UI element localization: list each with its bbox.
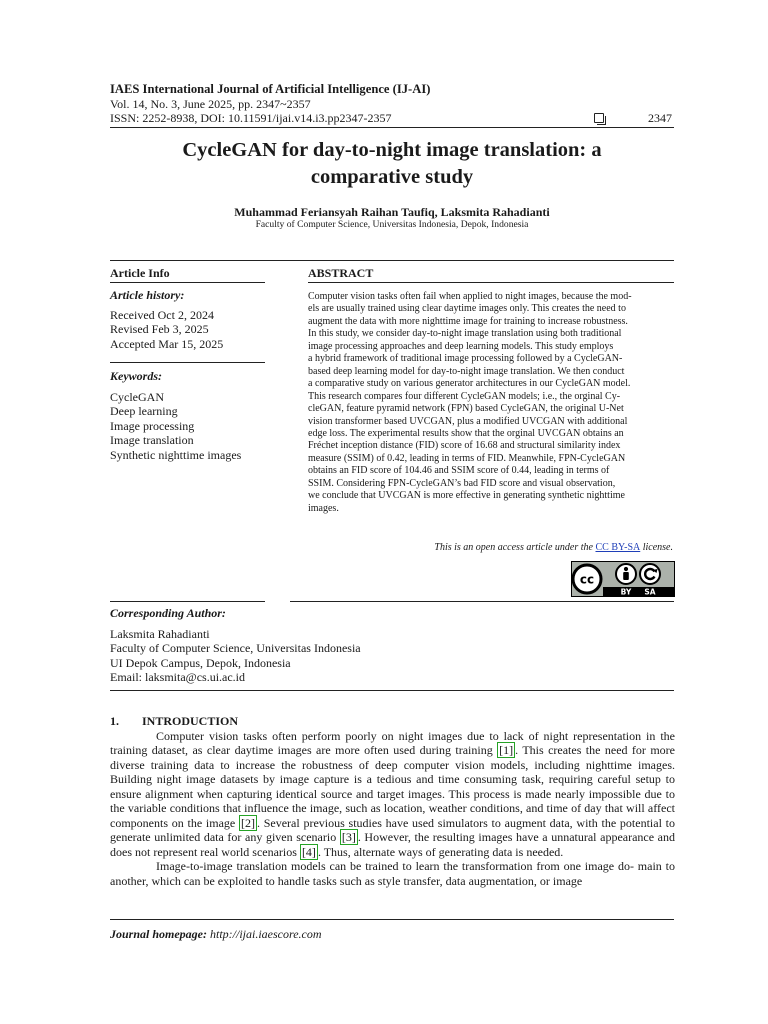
title-line-1: CycleGAN for day-to-night image translation: a [182,139,602,161]
text-run: . Several previous studies have used simulators to augment data, with the potential to generate unlimited data for any given scenario [110,815,675,845]
citation-link[interactable]: [4] [301,844,316,859]
keyword-item: Image processing [110,419,195,433]
keywords-rule [110,362,265,363]
citation-link[interactable]: [1] [499,743,514,758]
corresponding-affiliation: Faculty of Computer Science, Universitas Indonesia [110,641,361,655]
text-run: . However, the resulting images have a unnatural appearance and does not represent real world scenarios [110,830,676,859]
corresponding-name: Laksmita Rahadianti [110,627,210,641]
abstract-line: SSIM. Considering FPN-CycleGAN’s bad FID score and visual observation, [308,477,616,489]
abstract-line: els are usually trained using clear daytime images only. This creates the need to [308,303,626,315]
abstract-line: a hybrid framework of traditional image processing followed by a CycleGAN- [308,353,623,365]
abstract-line: Fréchet inception distance (FID) score of 16.68 and structural similarity index [308,440,621,452]
paper-title [110,137,674,191]
corresponding-bottom-rule [110,690,674,691]
header-right [594,111,672,126]
corresponding-heading: Corresponding Author: [110,606,226,620]
text-run: . Thus, alternate ways of generating data is needed. [317,844,564,859]
keyword-item: Image translation [110,433,194,447]
abstract-line: a comparative study on various generator architectures in our CycleGAN model. [308,378,631,390]
abstract-line: measure (SSIM) of 0.42, leading in terms of FID. Meanwhile, FPN-CycleGAN [308,452,626,464]
cc-by-sa-link[interactable]: CC BY-SA [595,542,641,553]
corresponding-right-rule [290,601,674,602]
abstract-line: cleGAN, feature pyramid network (FPN) based CycleGAN, the original U-Net [308,403,624,415]
cc-by-sa-badge-icon[interactable] [571,561,675,597]
abstract-line: obtains an FID score of 104.46 and SSIM score of 0.44, leading in terms of [308,465,610,477]
article-info-heading: Article Info [110,266,170,280]
section-title: INTRODUCTION [142,714,239,728]
abstract-line: This research compares four different CycleGAN models; i.e., the orginal Cy- [308,390,621,402]
by-text: BY [620,587,632,597]
authors: Muhammad Feriansyah Raihan Taufiq, Laksmita Rahadianti [234,205,550,219]
abstract-line: augment the data with more nighttime image for training to increase robustness. [308,315,628,327]
abstract-line: we conclude that UVCGAN is more effective in generating synthetic nighttime [308,490,625,502]
corresponding-rule [110,601,265,602]
keyword-item: Deep learning [110,404,178,418]
abstract-line: images. [308,502,339,514]
cc-text: cc [579,572,595,587]
license-statement [308,542,673,553]
journal-homepage [110,927,322,942]
abstract-text [308,291,676,515]
journal-name: IAES International Journal of Artificial Intelligence (IJ-AI) [110,82,431,96]
square-icon [594,113,604,123]
header-rule [110,127,674,128]
keyword-item: CycleGAN [110,390,164,404]
abstract-heading: ABSTRACT [308,266,374,280]
keyword-item: Synthetic nighttime images [110,448,242,462]
section-heading-introduction [110,714,238,729]
text-run: . This creates the need for more diverse training data to increase the robustness of deep computer vision models, including nighttime images. Building night image datasets by image capture is a tedious and time consuming task, requiring careful setup to ensure alignment when capturing identical source and target images. This process is made nearly impossible due to the variable conditions that influence the image, such as location, weather conditions, and time of day that will affect components on the image [110,743,675,830]
citation-link[interactable]: [2] [240,815,255,830]
info-top-rule [110,260,674,261]
volume-info: Vol. 14, No. 3, June 2025, pp. 2347~2357 [110,97,311,111]
affiliation: Faculty of Computer Science, Universitas Indonesia, Depok, Indonesia [255,219,529,230]
corresponding-email[interactable]: Email: laksmita@cs.ui.ac.id [110,670,246,684]
abstract-line: vision transformer based UVCGAN, plus a modified UVCGAN with additional [308,415,628,427]
sa-text: SA [644,587,656,597]
keywords-label: Keywords: [110,369,162,383]
intro-paragraph-1 [110,729,675,859]
corresponding-campus: UI Depok Campus, Depok, Indonesia [110,656,291,670]
title-line-2: comparative study [310,166,474,188]
abstract-line: image processing approaches and deep learning models. This study employs [308,340,614,352]
license-prefix: This is an open access article under the [434,542,596,553]
abstract-line: edge loss. The experimental results show that the orginal UVCGAN obtains an [308,427,624,439]
homepage-label: Journal homepage: [110,927,208,941]
abstract-line: based deep learning model for day-to-night image translation. We then conduct [308,365,625,377]
footer-rule [110,919,674,920]
intro-body [110,729,675,888]
abstract-rule [308,282,674,283]
text-run: Computer vision tasks often perform poorly on night images due to lack of night representation in the training dataset, as clear daytime images are more often used during training [110,729,675,758]
issn-doi: ISSN: 2252-8938, DOI: 10.11591/ijai.v14.i3.pp2347-2357 [110,111,392,125]
section-number: 1. [110,714,119,728]
page-number: 2347 [648,111,672,125]
intro-paragraph-2: Image-to-image translation models can be trained to learn the transformation from one image do- main to another, which can be exploited to handle tasks such as style transfer, data augmentation, or image [110,859,675,888]
citation-link[interactable]: [3] [341,830,356,845]
abstract-line: In this study, we consider day-to-night image translation using both traditional [308,328,622,340]
abstract-line: Computer vision tasks often fail when applied to night images, because the mod- [308,291,632,302]
received-date: Received Oct 2, 2024 [110,308,214,322]
article-history-label: Article history: [110,288,185,302]
accepted-date: Accepted Mar 15, 2025 [110,337,224,351]
homepage-url[interactable]: http://ijai.iaescore.com [210,927,322,941]
article-info-rule [110,282,265,283]
revised-date: Revised Feb 3, 2025 [110,322,209,336]
license-suffix: license. [640,542,673,553]
